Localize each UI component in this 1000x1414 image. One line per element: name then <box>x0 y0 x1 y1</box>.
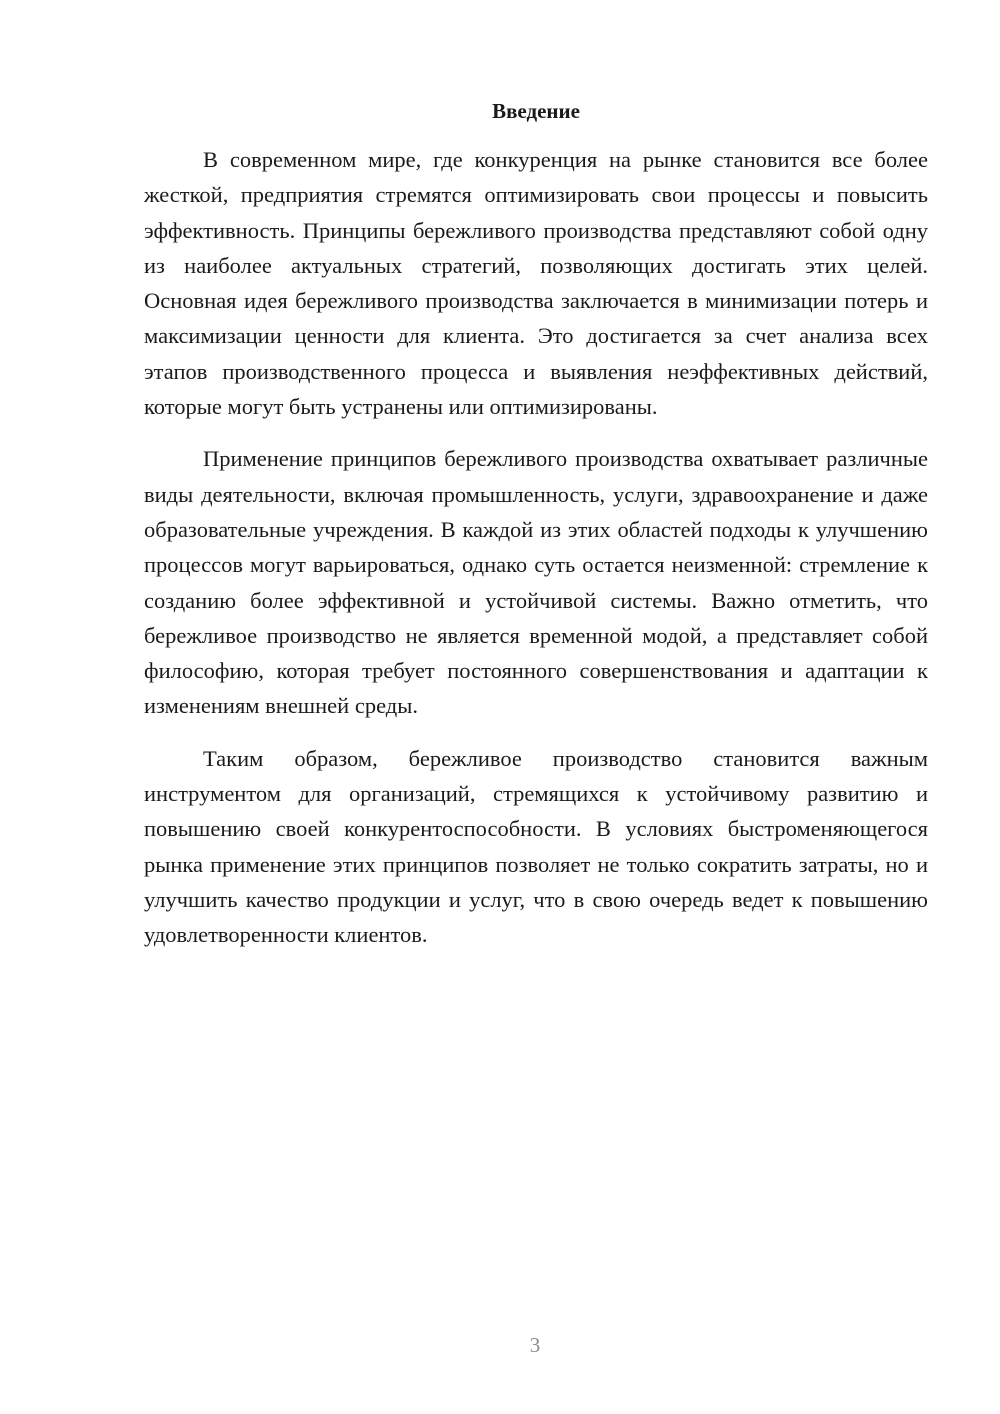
section-heading: Введение <box>492 99 580 123</box>
paragraph-1: В современном мире, где конкуренция на рынке становится все более жесткой, предприятия стремятся оптимизировать свои процессы и повысить эффективность. Принципы бережливого производства представляют собой одну из наиболее актуальных стратегий, позволяющих достигать этих целей. Основная идея бережливого производства заключается в минимизации потерь и максимизации ценности для клиента. Это достигается за счет анализа всех этапов производственного процесса и выявления неэффективных действий, которые могут быть устранены или оптимизированы. <box>144 147 928 420</box>
page-number: 3 <box>529 1333 541 1357</box>
paragraph-2: Применение принципов бережливого производства охватывает различные виды деятельности, включая промышленность, услуги, здравоохранение и даже образовательные учреждения. В каждой из этих областей подходы к улучшению процессов могут варьироваться, однако суть остается неизменной: стремление к созданию более эффективной и устойчивой системы. Важно отметить, что бережливое производство не является временной модой, а представляет собой философию, которая требует постоянного совершенствования и адаптации к изменениям внешней среды. <box>144 446 928 719</box>
paragraph-3: Таким образом, бережливое производство становится важным инструментом для организаций, стремящихся к устойчивому развитию и повышению своей конкурентоспособности. В условиях быстроменяющегося рынка применение этих принципов позволяет не только сократить затраты, но и улучшить качество продукции и услуг, что в свою очередь ведет к повышению удовлетворенности клиентов. <box>144 745 928 948</box>
document-body <box>144 96 928 953</box>
